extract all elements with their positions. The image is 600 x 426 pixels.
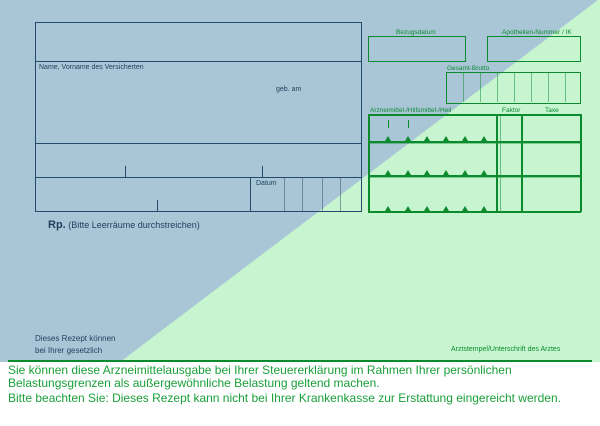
prescription-heading xyxy=(48,219,200,231)
footer-line-2: bei Ihrer gesetzlich xyxy=(35,346,103,355)
factor-label: Faktor xyxy=(502,107,521,114)
tax-notice: Sie können diese Arzneimittelausgabe bei Ihrer Steuererklärung im Rahmen Ihrer persönlichen Belastungsgrenzen als außergewöhnliche Belastung geltend machen. xyxy=(8,363,512,390)
footer-line-1: Dieses Rezept können xyxy=(35,334,116,343)
total-gross-box xyxy=(446,72,581,104)
doctor-stamp-label: Arztstempel/Unterschrift des Arztes xyxy=(451,346,561,353)
billing-date-box xyxy=(368,36,466,62)
footer-left-text xyxy=(35,333,116,357)
insured-name-label: Name, Vorname des Versicherten xyxy=(39,64,144,71)
billing-date-label: Bezugsdatum xyxy=(396,29,436,36)
bottom-rule xyxy=(8,360,592,362)
reimbursement-notice: Bitte beachten Sie: Dieses Rezept kann nicht bei Ihrer Krankenkasse zur Erstattung eingereicht werden. xyxy=(8,391,561,405)
item-label: Arzneimittel-/Hilfsmittel-/Heil xyxy=(370,107,452,114)
birth-date-label: geb. am xyxy=(276,86,302,93)
date-label: Datum xyxy=(256,180,277,187)
rp-note: (Bitte Leerräume durchstreichen) xyxy=(68,220,200,230)
total-gross-label: Gesamt-Brutto xyxy=(447,65,490,72)
fee-label: Taxe xyxy=(545,107,559,114)
pharmacy-number-label: Apotheken-Nummer / IK xyxy=(502,29,572,36)
rp-abbrev: Rp. xyxy=(48,219,66,231)
pharmacy-number-box xyxy=(487,36,581,62)
